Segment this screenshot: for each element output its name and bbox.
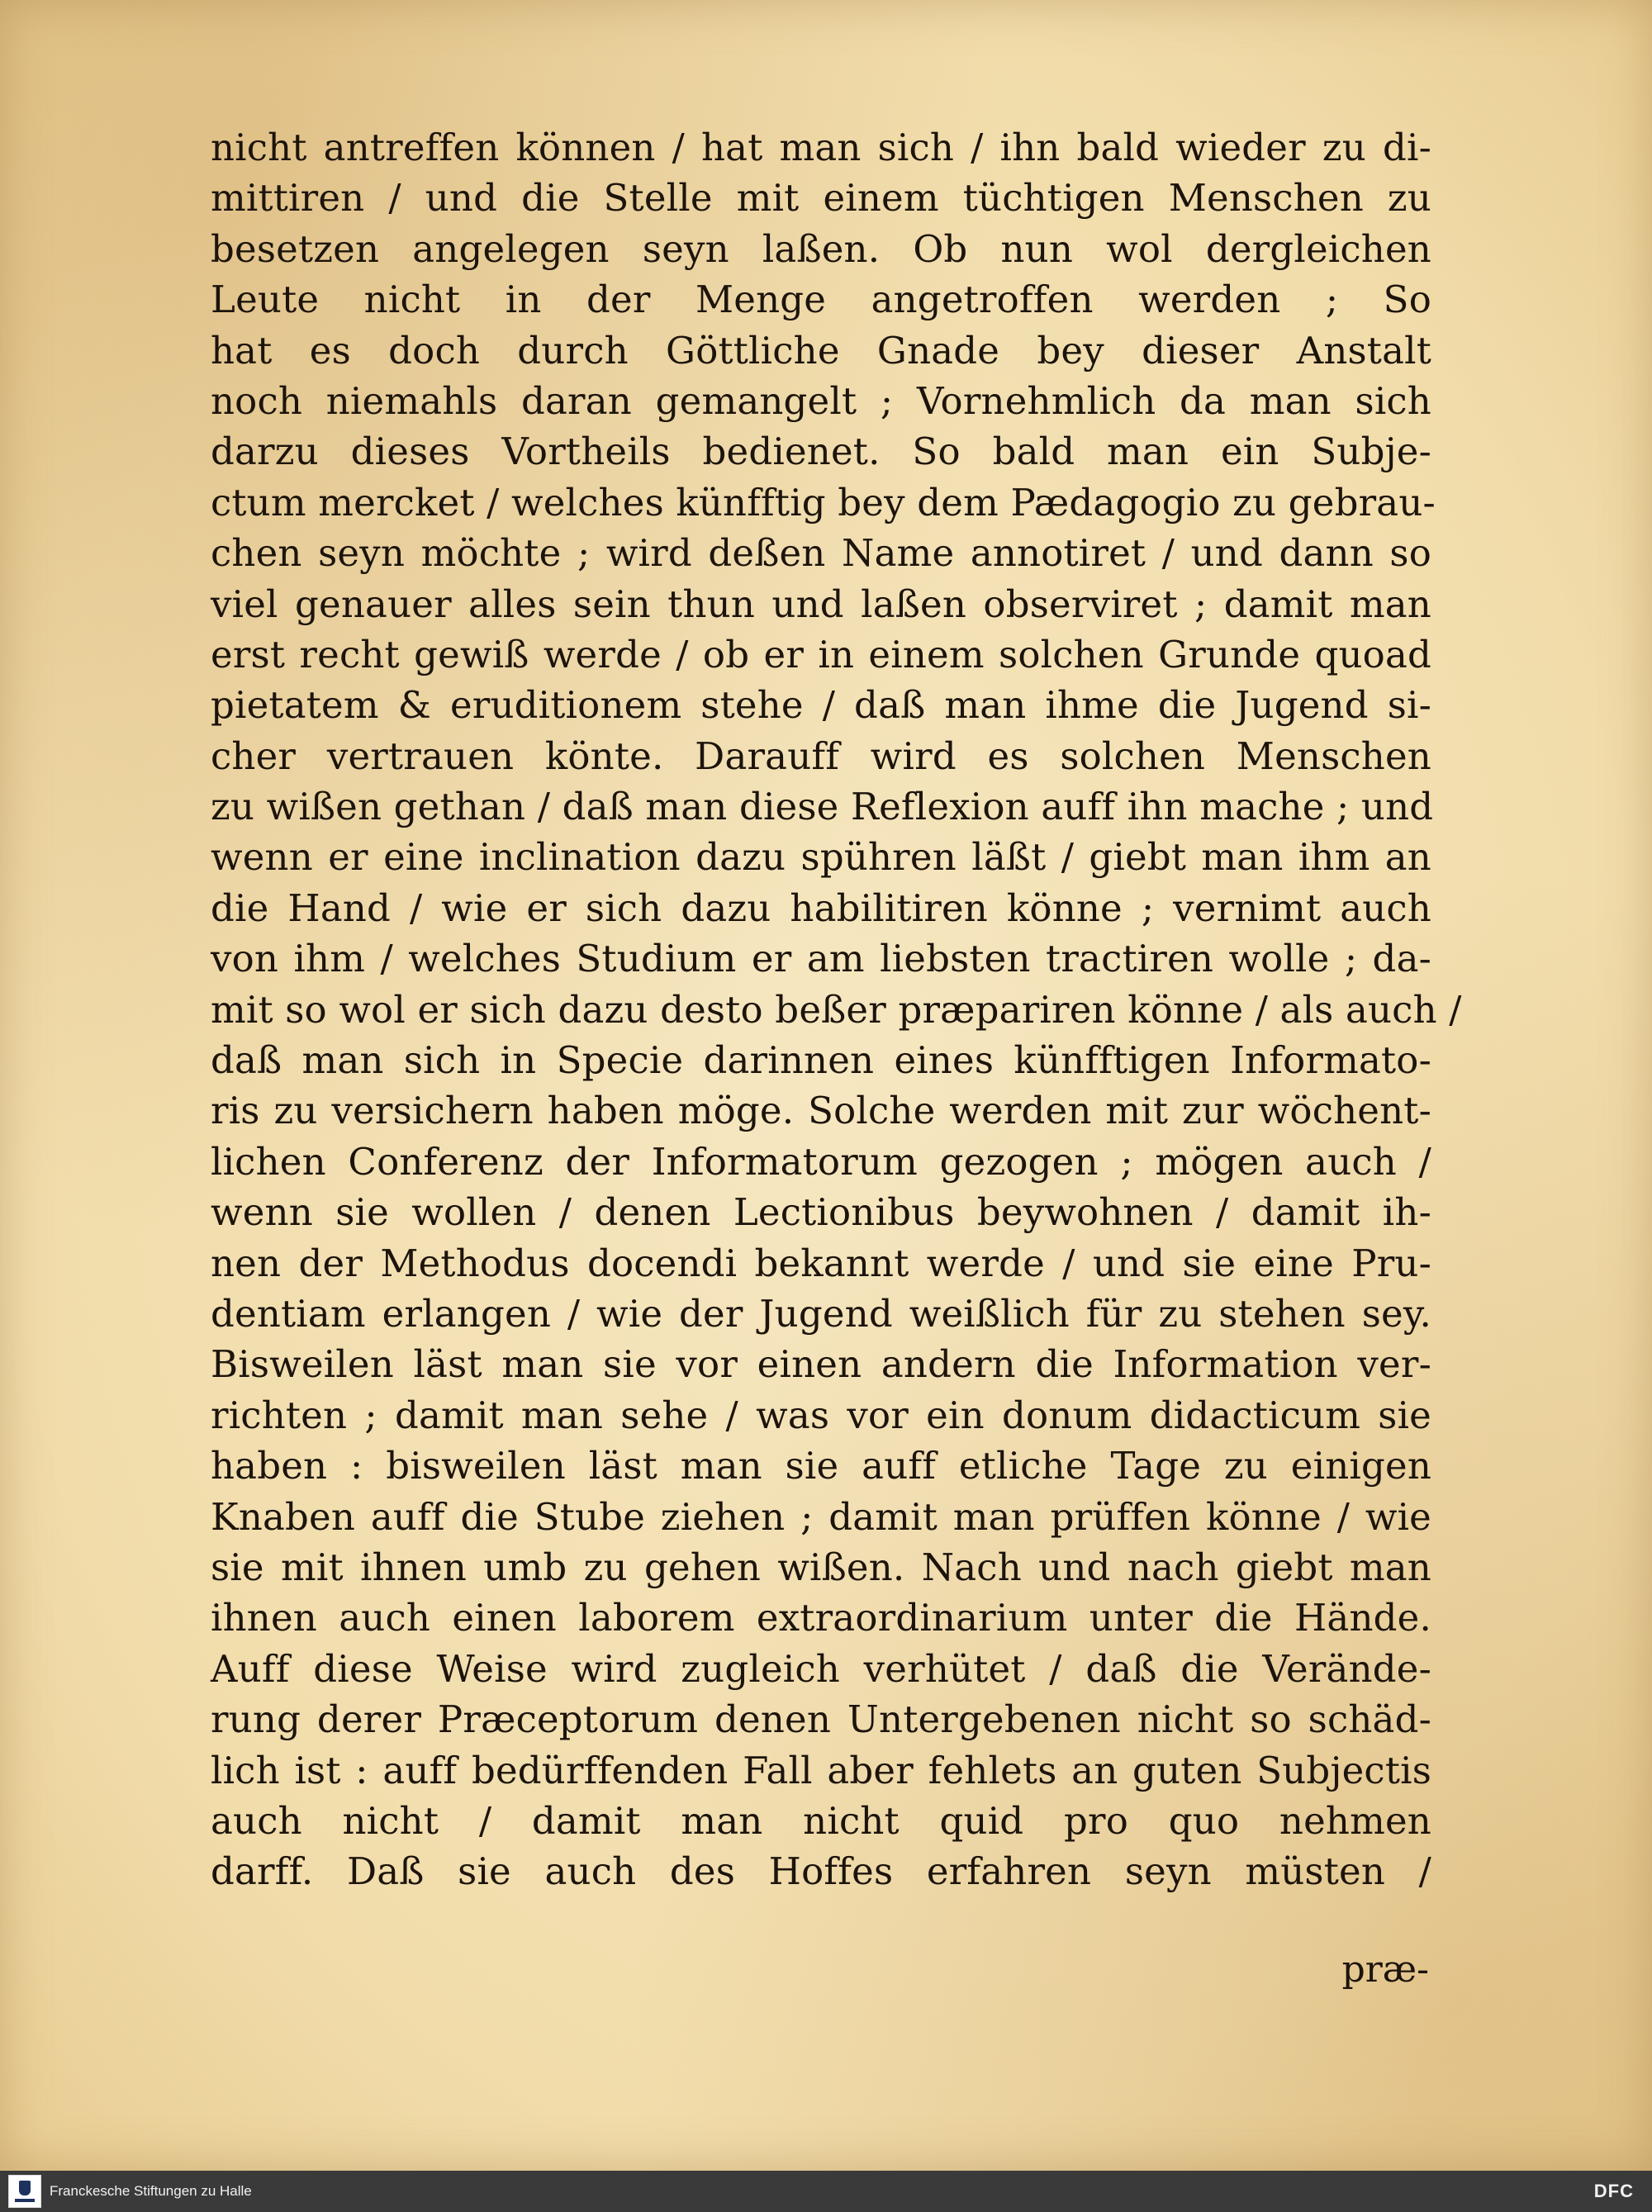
text-line: besetzen angelegen seyn laßen. Ob nun wol dergleichen bbox=[211, 226, 1431, 271]
text-line: Auff diese Weise wird zugleich verhütet / daß die Verände- bbox=[211, 1646, 1431, 1691]
text-line: richten ; damit man sehe / was vor ein donum didacticum sie bbox=[211, 1393, 1431, 1437]
text-line: erst recht gewiß werde / ob er in einem solchen Grunde quoad bbox=[211, 632, 1431, 676]
text-line: dentiam erlangen / wie der Jugend weißlich für zu stehen sey. bbox=[211, 1291, 1431, 1336]
text-line: wenn sie wollen / denen Lectionibus beywohnen / damit ih- bbox=[211, 1190, 1431, 1235]
text-line: hat es doch durch Göttliche Gnade bey dieser Anstalt bbox=[211, 328, 1431, 373]
text-line: daß man sich in Specie darinnen eines künfftigen Informato- bbox=[211, 1038, 1431, 1083]
text-line: lichen Conferenz der Informatorum gezogen ; mögen auch / bbox=[211, 1139, 1431, 1184]
viewer-footer-bar bbox=[0, 2171, 1652, 2212]
text-line: darzu dieses Vortheils bedienet. So bald man ein Subje- bbox=[211, 430, 1431, 474]
text-line: mittiren / und die Stelle mit einem tüchtigen Menschen zu bbox=[211, 176, 1431, 221]
text-line: wenn er eine inclination dazu spühren läßt / giebt man ihm an bbox=[211, 835, 1431, 880]
text-line: ctum mercket / welches künfftig bey dem Pædagogio zu gebrau- bbox=[211, 480, 1436, 525]
text-line: Knaben auff die Stube ziehen ; damit man prüffen könne / wie bbox=[211, 1494, 1431, 1539]
text-line: rung derer Præceptorum denen Untergebenen nicht so schäd- bbox=[211, 1697, 1431, 1742]
text-line: lich ist : auff bedürffenden Fall aber fehlets an guten Subjectis bbox=[211, 1748, 1431, 1792]
text-line: haben : bisweilen läst man sie auff etliche Tage zu einigen bbox=[211, 1444, 1431, 1488]
text-line: darff. Daß sie auch des Hoffes erfahren seyn müsten / bbox=[211, 1849, 1431, 1894]
text-line: chen seyn möchte ; wird deßen Name annotiret / und dann so bbox=[211, 531, 1431, 576]
text-line: die Hand / wie er sich dazu habilitiren könne ; vernimt auch bbox=[211, 885, 1431, 930]
text-line: Bisweilen läst man sie vor einen andern die Information ver- bbox=[211, 1342, 1431, 1387]
text-line: viel genauer alles sein thun und laßen observiret ; damit man bbox=[211, 581, 1431, 626]
text-line: ihnen auch einen laborem extraordinarium unter die Hände. bbox=[211, 1596, 1431, 1640]
text-line: pietatem & eruditionem stehe / daß man ihme die Jugend si- bbox=[211, 683, 1431, 728]
text-line: ris zu versichern haben möge. Solche werden mit zur wöchent- bbox=[211, 1089, 1431, 1133]
text-line: von ihm / welches Studium er am liebsten tractiren wolle ; da- bbox=[211, 937, 1431, 981]
institution-logo-icon[interactable] bbox=[8, 2175, 41, 2208]
institution-name[interactable]: Franckesche Stiftungen zu Halle bbox=[50, 2183, 252, 2199]
text-line: noch niemahls daran gemangelt ; Vornehmlich da man sich bbox=[211, 378, 1431, 423]
text-line: sie mit ihnen umb zu gehen wißen. Nach und nach giebt man bbox=[211, 1545, 1431, 1589]
text-line: cher vertrauen könte. Darauff wird es solchen Menschen bbox=[211, 733, 1431, 778]
text-line: nicht antreffen können / hat man sich / ihn bald wieder zu di- bbox=[211, 126, 1431, 169]
dfc-logo[interactable]: DFC bbox=[1593, 2181, 1634, 2201]
text-line: Leute nicht in der Menge angetroffen werden ; So bbox=[211, 278, 1431, 322]
text-line: zu wißen gethan / daß man diese Reflexion auff ihn mache ; und bbox=[211, 785, 1434, 829]
text-line: mit so wol er sich dazu desto beßer præpariren könne / als auch / bbox=[211, 987, 1462, 1032]
catchword: præ- bbox=[1341, 1949, 1429, 1991]
body-text bbox=[211, 122, 1462, 1897]
text-line: auch nicht / damit man nicht quid pro quo nehmen bbox=[211, 1798, 1431, 1843]
text-line: nen der Methodus docendi bekannt werde / und sie eine Pru- bbox=[211, 1241, 1431, 1285]
